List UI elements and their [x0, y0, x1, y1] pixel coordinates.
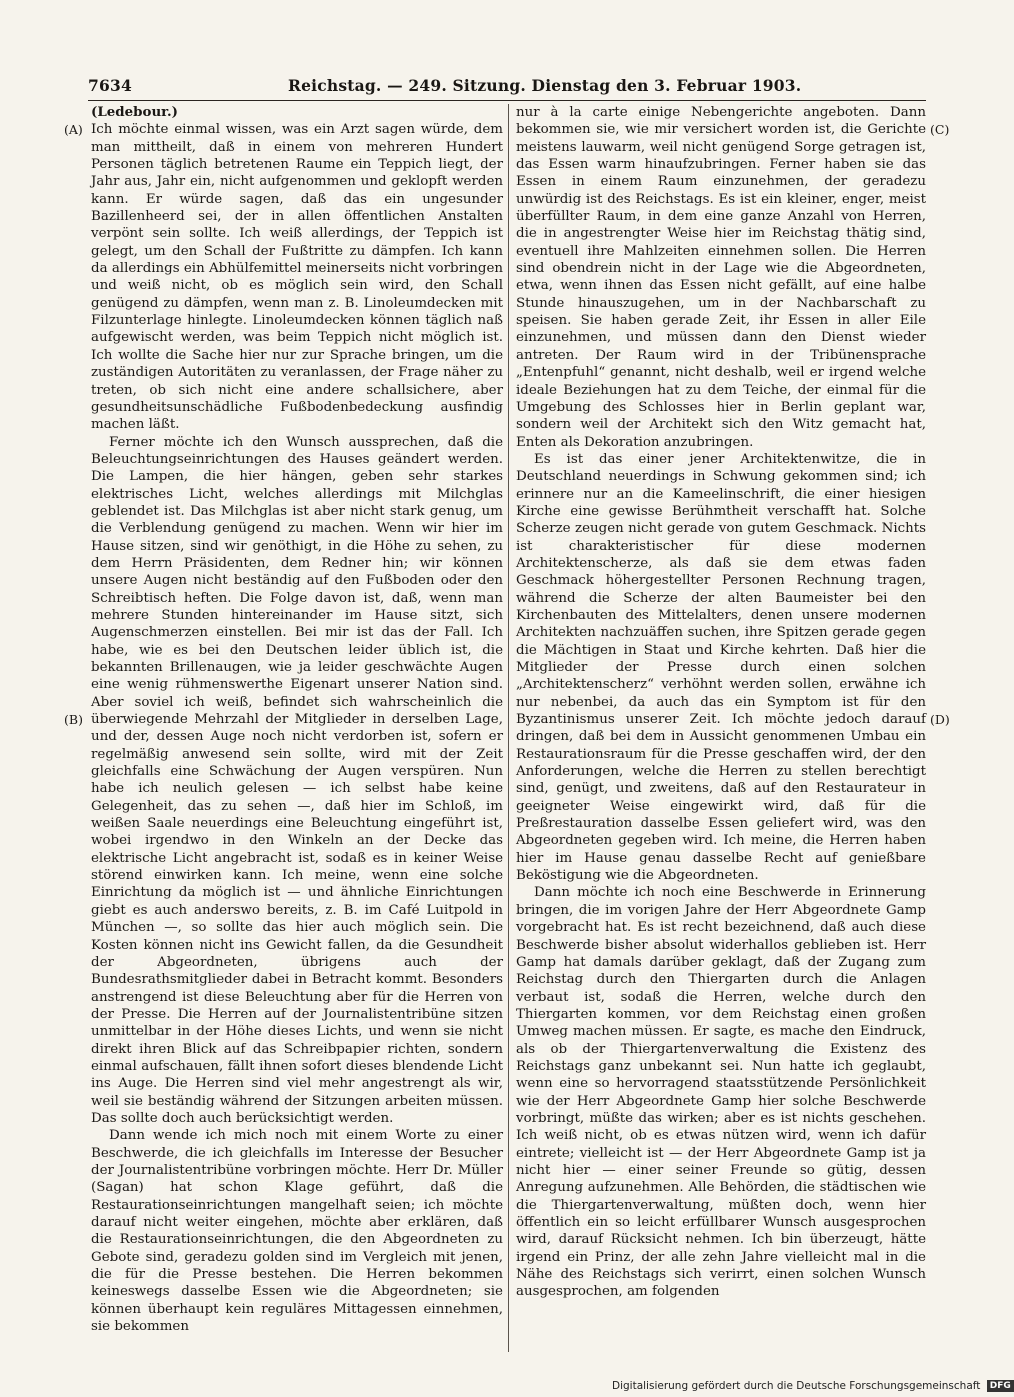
paragraph: Dann möchte ich noch eine Beschwerde in Erinnerung bringen, die im vorigen Jahre der Herr Abgeordnete Gamp vorgebracht hat. Es ist recht bezeichnend, daß auch diese Beschwerde bisher absolut widerhallos geblieben ist. Herr Gamp hat damals darüber geklagt, daß der Zugang zum Reichstag durch den Thiergarten durch die Anlagen verbaut ist, sodaß die Herren, welche durch den Thiergarten kommen, vor dem Reichstag einen großen Umweg machen müssen. Er sagte, es mache den Eindruck, als ob der Thiergartenverwaltung die Existenz des Reichstags ganz unbekannt sei. Nun hatte ich geglaubt, wenn eine so hervorragend staatsstützende Persönlichkeit wie der Herr Abgeordnete Gamp hier solche Beschwerde vorbringt, müßte das wirken; aber es ist nichts geschehen. Ich weiß nicht, ob es etwas nützen wird, wenn ich dafür eintrete; vielleicht ist — der Herr Abgeordnete Gamp ist ja nicht hier — einer seiner Freunde so gütig, dessen Anregung aufzunehmen. Alle Behörden, die städtischen wie die Thiergartenverwaltung, müßten doch, wenn hier öffentlich ein so leicht erfüllbarer Wunsch ausgesprochen wird, darauf Rücksicht nehmen. Ich bin überzeugt, hätte irgend ein Prinz, der alle zehn Jahre vielleicht mal in die Nähe des Reichstags sich verirrt, einen solchen Wunsch ausgesprochen, am folgenden: [516, 885, 926, 1300]
credit-text: Digitalisierung gefördert durch die Deutsche Forschungsgemeinschaft: [612, 1380, 981, 1392]
paragraph: nur à la carte einige Nebengerichte angeboten. Dann bekommen sie, wie mir versichert worden ist, die Gerichte meistens lauwarm, weil nicht genügend Sorge getragen ist, das Essen warm hinaufzubringen. Ferner haben sie das Essen in einem Raum einzunehmen, der geradezu unwürdig ist des Reichstags. Es ist ein kleiner, enger, meist überfüllter Raum, in dem eine ganze Anzahl von Herren, die in angestrengter Weise hier im Reichstag thätig sind, eventuell ihre Mahlzeiten einnehmen sollen. Die Herren sind obendrein nicht in der Lage wie die Abgeordneten, etwa, wenn ihnen das Essen nicht gefällt, auf eine halbe Stunde hinauszugehen, um in der Nachbarschaft zu speisen. Sie haben gerade Zeit, ihr Essen in aller Eile einzunehmen, und müssen dann den Dienst wieder antreten. Der Raum wird in der Tribünensprache „Entenpfuhl“ genannt, nicht deshalb, weil er irgend welche ideale Beziehungen hat zu dem Teiche, der einmal für die Umgebung des Schlosses hier in Berlin geplant war, sondern weil der Architekt sich den Witz gemacht hat, Enten als Dekoration anzubringen.: [516, 105, 926, 450]
right-column: [516, 104, 926, 1301]
margin-mark-c: (C): [930, 122, 950, 137]
page-number: 7634: [88, 76, 132, 95]
running-header: [88, 76, 926, 98]
speaker-name: (Ledebour.): [91, 104, 179, 120]
margin-mark-b: (B): [64, 712, 83, 727]
paragraph: Ich möchte einmal wissen, was ein Arzt sagen würde, dem man mittheilt, daß in einem von mehreren Hundert Personen täglich betretenen Raume ein Teppich liegt, der Jahr aus, Jahr ein, nicht aufgenommen und geklopft werden kann. Er würde sagen, daß das ein ungesunder Bazillenheerd sei, der in allen öffentlichen Anstalten verpönt sein sollte. Ich weiß allerdings, der Teppich ist gelegt, um den Schall der Fußtritte zu dämpfen. Ich kann da allerdings ein Abhülfemittel meinerseits nicht vorbringen und weiß nicht, ob es möglich sein wird, den Schall genügend zu dämpfen, wenn man z. B. Linoleumdecken mit Filzunterlage hinlegte. Linoleumdecken können täglich naß aufgewischt werden, was beim Teppich nicht möglich ist. Ich wollte die Sache hier nur zur Sprache bringen, um die zuständigen Autoritäten zu veranlassen, der Frage näher zu treten, ob sich nicht eine andere schallsichere, aber gesundheitsunschädliche Fußbodenbedeckung ausfindig machen läßt.: [91, 122, 503, 433]
column-divider: [508, 104, 509, 1352]
margin-mark-a: (A): [64, 122, 83, 137]
header-title: Reichstag. — 249. Sitzung. Dienstag den 3. Februar 1903.: [288, 76, 802, 95]
paragraph: Ferner möchte ich den Wunsch aussprechen, daß die Beleuchtungseinrichtungen des Hauses geändert werden. Die Lampen, die hier hängen, geben sehr starkes elektrisches Licht, welches allerdings mit Milchglas geblendet ist. Das Milchglas ist aber nicht stark genug, um die Verblendung genügend zu machen. Wenn wir hier im Hause sitzen, sind wir genöthigt, in die Höhe zu sehen, zu dem Herrn Präsidenten, dem Redner hin; wir können unsere Augen nicht beständig auf den Fußboden oder den Schreibtisch heften. Die Folge davon ist, daß, wenn man mehrere Stunden hintereinander im Hause sitzt, sich Augenschmerzen einstellen. Bei mir ist das der Fall. Ich habe, wie es bei den Deutschen leider üblich ist, die bekannten Brillenaugen, wie ja leider geschwächte Augen eine wenig rühmenswerthe Eigenart unserer Nation sind. Aber soviel ich weiß, befindet sich wahrscheinlich die überwiegende Mehrzahl der Mitglieder in derselben Lage, und der, dessen Auge noch nicht verdorben ist, sofern er regelmäßig anwesend sein sollte, wird mit der Zeit gleichfalls eine Schwächung der Augen verspüren. Nun habe ich neulich gelesen — ich selbst habe keine Gelegenheit, das zu sehen —, daß hier im Schloß, im weißen Saale neuerdings eine Beleuchtung eingeführt ist, wobei irgendwo in den Winkeln an der Decke das elektrische Licht angebracht ist, sodaß es in keiner Weise störend einwirken kann. Ich meine, wenn eine solche Einrichtung da möglich ist — und ähnliche Einrichtungen giebt es auch anderswo bereits, z. B. im Café Luitpold in München —, so sollte das hier auch möglich sein. Die Kosten können nicht ins Gewicht fallen, da die Gesundheit der Abgeordneten, übrigens auch der Bundesrathsmitglieder dabei in Betracht kommt. Besonders anstrengend ist diese Beleuchtung aber für die Herren von der Presse. Die Herren auf der Journalistentribüne sitzen unmittelbar in der Höhe dieses Lichts, und wenn sie nicht direkt ihren Blick auf das Schreibpapier richten, sondern einmal aufschauen, fällt ihnen sofort dieses blendende Licht ins Auge. Die Herren sind viel mehr angestrengt als wir, weil sie beständig während der Sitzungen arbeiten müssen. Das sollte doch auch berücksichtigt werden.: [91, 434, 503, 1126]
digitization-credit: [612, 1380, 1011, 1397]
header-rule: [88, 100, 926, 101]
paragraph: Es ist das einer jener Architektenwitze, die in Deutschland neuerdings in Schwung gekommen sind; ich erinnere nur an die Kameelinschrift, die einer hiesigen Kirche eine gewisse Berühmtheit verschafft hat. Solche Scherze zeugen nicht gerade von gutem Geschmack. Nichts ist charakteristischer für diese modernen Architektenscherze, als daß sie dem etwas faden Geschmack höhergestellter Personen Rechnung tragen, während die Scherze der alten Baumeister bei den Kirchenbauten des Mittelalters, denen unsere modernen Architekten nachzuäffen suchen, ihre Spitzen gerade gegen die Mächtigen in Staat und Kirche kehrten. Daß hier die Mitglieder der Presse durch einen solchen „Architektenscherz“ verhöhnt werden sollen, erwähne ich nur nebenbei, da auch das ein Symptom ist für den Byzantinismus unserer Zeit. Ich möchte jedoch darauf dringen, daß bei dem in Aussicht genommenen Umbau ein Restaurationsraum für die Presse geschaffen wird, der den Anforderungen, welche die Herren zu stellen berechtigt sind, genügt, und zweitens, daß auf den Restaurateur in geeigneter Weise eingewirkt wird, daß für die Preßrestauration dasselbe Essen geliefert wird, was den Abgeordneten gegeben wird. Ich meine, die Herren haben hier im Hause genau dasselbe Recht auf genießbare Beköstigung wie die Abgeordneten.: [516, 451, 926, 884]
margin-mark-d: (D): [930, 712, 950, 727]
paragraph: Dann wende ich mich noch mit einem Worte zu einer Beschwerde, die ich gleichfalls im Interesse der Besucher der Journalistentribüne vorbringen möchte. Herr Dr. Müller (Sagan) hat schon Klage geführt, daß die Restaurationseinrichtungen mangelhaft seien; ich möchte darauf nicht weiter eingehen, möchte aber erklären, daß die Restaurationseinrichtungen, die den Abgeordneten zu Gebote sind, geradezu golden sind im Vergleich mit jenen, die für die Presse bestehen. Die Herren bekommen keineswegs dasselbe Essen wie die Abgeordneten; sie können überhaupt kein reguläres Mittagessen einnehmen, sie bekommen: [91, 1128, 503, 1335]
dfg-logo: DFG: [987, 1380, 1014, 1392]
left-column: [91, 104, 503, 1335]
